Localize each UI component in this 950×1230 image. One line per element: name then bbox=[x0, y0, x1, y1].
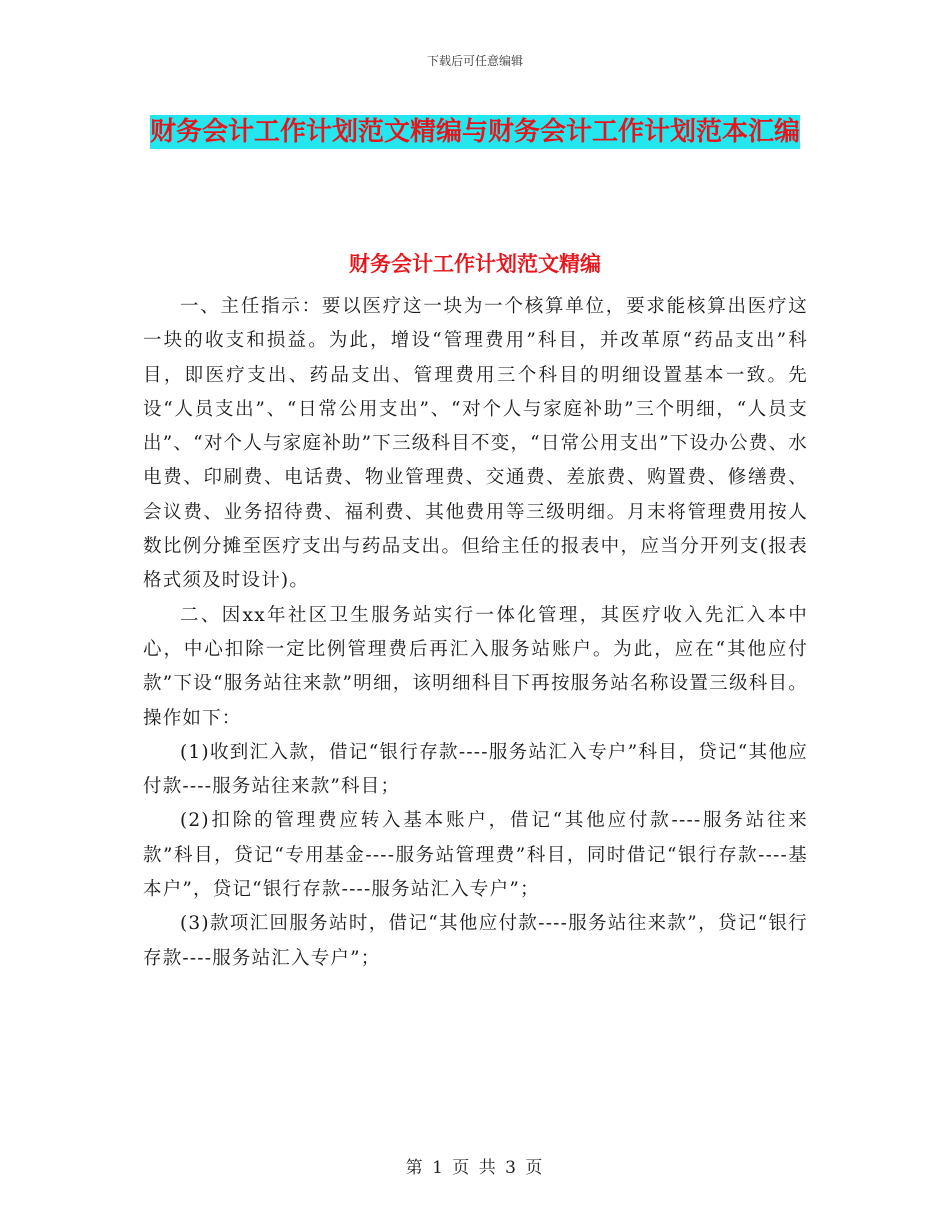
paragraph-5: (3)款项汇回服务站时，借记“其他应付款----服务站往来款”，贷记“银行存款----服务站汇入专户”； bbox=[143, 913, 808, 969]
header-note: 下载后可任意编辑 bbox=[426, 54, 523, 68]
paragraph-3: (1)收到汇入款，借记“银行存款----服务站汇入专户”科目，贷记“其他应付款----服务站往来款”科目； bbox=[143, 741, 808, 798]
paragraph-2: 二、因xx年社区卫生服务站实行一体化管理，其医疗收入先汇入本中心，中心扣除一定比例管理费后再汇入服务站账户。为此，应在“其他应付款”下设“服务站往来款”明细，该明细科目下再按服务站名称设置三级科目。操作如下： bbox=[143, 604, 808, 729]
document-title-text: 财务会计工作计划范文精编与财务会计工作计划范本汇编 bbox=[149, 117, 800, 147]
section-title: 财务会计工作计划范文精编 bbox=[349, 252, 601, 276]
page-footer: 第 1 页 共 3 页 bbox=[405, 1158, 545, 1178]
paragraph-1: 一、主任指示：要以医疗这一块为一个核算单位，要求能核算出医疗这一块的收支和损益。为此，增设“管理费用”科目，并改革原“药品支出”科目，即医疗支出、药品支出、管理费用三个科目的明细设置基本一致。先设“人员支出”、“日常公用支出”、“对个人与家庭补助”三个明细，“人员支出”、“对个人与家庭补助”下三级科目不变，“日常公用支出”下设办公费、水电费、印刷费、电话费、物业管理费、交通费、差旅费、购置费、修缮费、会议费、业务招待费、福利费、其他费用等三级明细。月末将管理费用按人数比例分摊至医疗支出与药品支出。但给主任的报表中，应当分开列支(报表格式须及时设计)。 bbox=[143, 296, 808, 592]
document-title bbox=[140, 110, 810, 154]
paragraph-4: (2)扣除的管理费应转入基本账户，借记“其他应付款----服务站往来款”科目，贷记“专用基金----服务站管理费”科目，同时借记“银行存款----基本户”，贷记“银行存款----服务站汇入专户”； bbox=[143, 810, 808, 901]
document-body bbox=[143, 290, 808, 976]
